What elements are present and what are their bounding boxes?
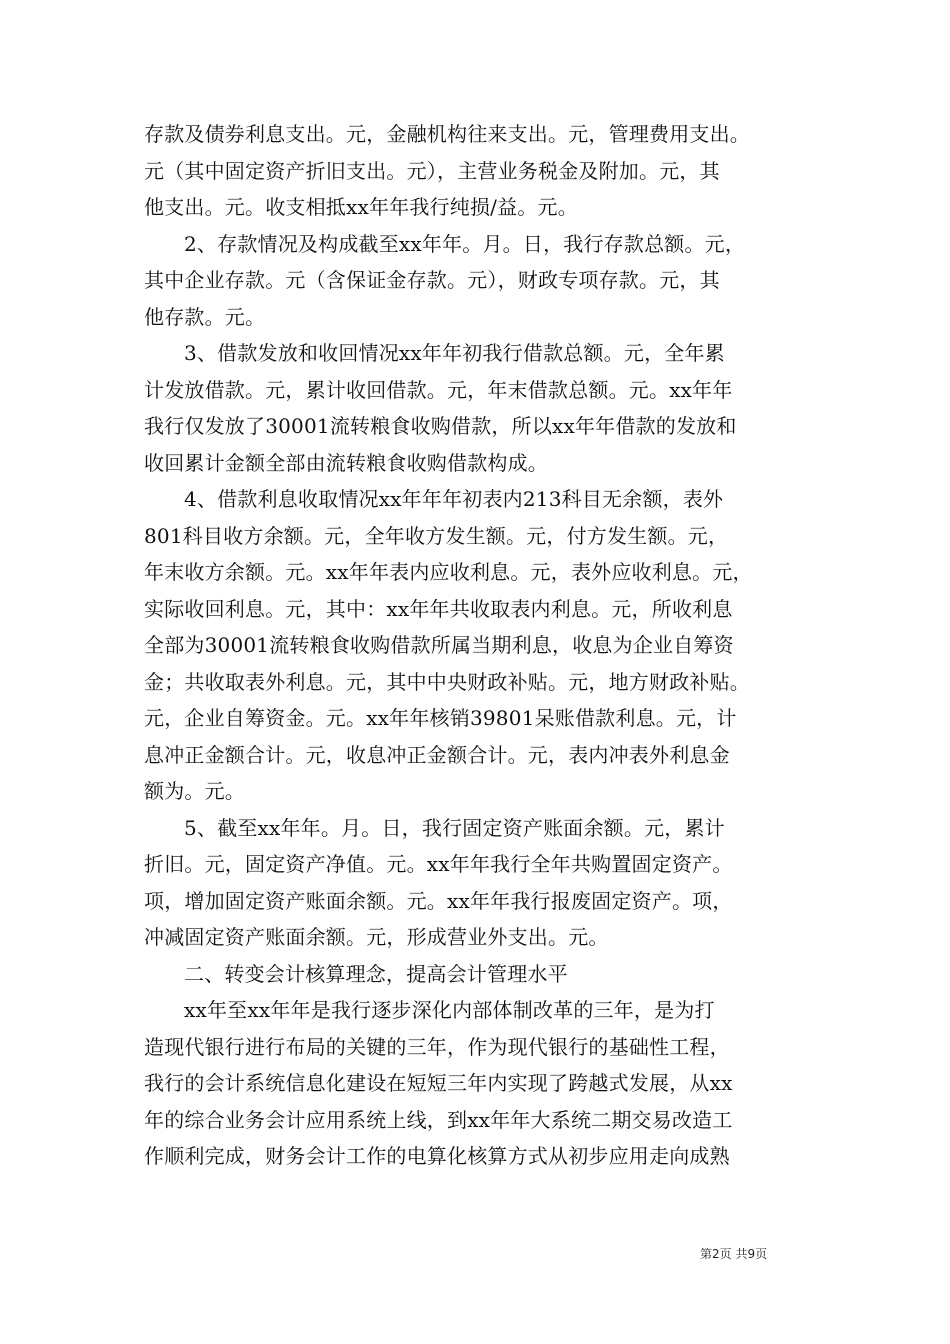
text-line: 3、借款发放和收回情况xx年年初我行借款总额。元，全年累 xyxy=(184,341,725,365)
page-footer: 第2页 共9页 xyxy=(700,1247,768,1261)
text-line: 年末收方余额。元。xx年年表内应收利息。元，表外应收利息。元， xyxy=(144,560,753,584)
text-line: 计发放借款。元，累计收回借款。元，年末借款总额。元。xx年年 xyxy=(144,377,733,402)
text-line: 冲减固定资产账面余额。元，形成营业外支出。元。 xyxy=(144,925,609,949)
text-line: 息冲正金额合计。元，收息冲正金额合计。元，表内冲表外利息金 xyxy=(144,742,730,767)
text-line: 2、存款情况及构成截至xx年年。月。日，我行存款总额。元， xyxy=(184,231,746,256)
text-line: 存款及债券利息支出。元，金融机构往来支出。元，管理费用支出。 xyxy=(144,122,750,146)
text-line: 我行的会计系统信息化建设在短短三年内实现了跨越式发展，从xx xyxy=(144,1071,733,1095)
document-body xyxy=(144,116,810,1175)
text-line: 我行仅发放了30001流转粮食收购借款，所以xx年年借款的发放和 xyxy=(144,414,737,438)
text-line: 二、转变会计核算理念，提高会计管理水平 xyxy=(184,961,568,986)
text-line: 全部为30001流转粮食收购借款所属当期利息，收息为企业自筹资 xyxy=(144,633,734,657)
text-line: 收回累计金额全部由流转粮食收购借款构成。 xyxy=(144,450,548,475)
text-line: 造现代银行进行布局的关键的三年，作为现代银行的基础性工程， xyxy=(144,1034,730,1059)
text-line: 作顺利完成，财务会计工作的电算化核算方式从初步应用走向成熟 xyxy=(144,1144,730,1168)
text-line: 项，增加固定资产账面余额。元。xx年年我行报废固定资产。项， xyxy=(144,888,733,913)
text-line: 折旧。元，固定资产净值。元。xx年年我行全年共购置固定资产。 xyxy=(144,852,733,876)
text-line: 金；共收取表外利息。元，其中中央财政补贴。元，地方财政补贴。 xyxy=(144,669,750,694)
text-line: 元，企业自筹资金。元。xx年年核销39801呆账借款利息。元，计 xyxy=(144,706,737,730)
text-line: 额为。元。 xyxy=(144,779,245,803)
text-line: 年的综合业务会计应用系统上线，到xx年年大系统二期交易改造工 xyxy=(144,1107,733,1132)
text-line: 其中企业存款。元（含保证金存款。元），财政专项存款。元，其 xyxy=(144,268,720,292)
text-line: 他存款。元。 xyxy=(144,304,266,329)
text-line: 5、截至xx年年。月。日，我行固定资产账面余额。元，累计 xyxy=(184,815,725,840)
text-line: 801科目收方余额。元，全年收方发生额。元，付方发生额。元， xyxy=(144,523,729,548)
text-line: xx年至xx年年是我行逐步深化内部体制改革的三年，是为打 xyxy=(184,998,715,1022)
text-line: 4、借款利息收取情况xx年年年初表内213科目无余额，表外 xyxy=(184,487,724,511)
text-line: 他支出。元。收支相抵xx年年我行纯损/益。元。 xyxy=(144,195,578,219)
text-line: 实际收回利息。元，其中：xx年年共收取表内利息。元，所收利息 xyxy=(144,596,733,621)
text-line: 元（其中固定资产折旧支出。元），主营业务税金及附加。元，其 xyxy=(144,158,720,183)
